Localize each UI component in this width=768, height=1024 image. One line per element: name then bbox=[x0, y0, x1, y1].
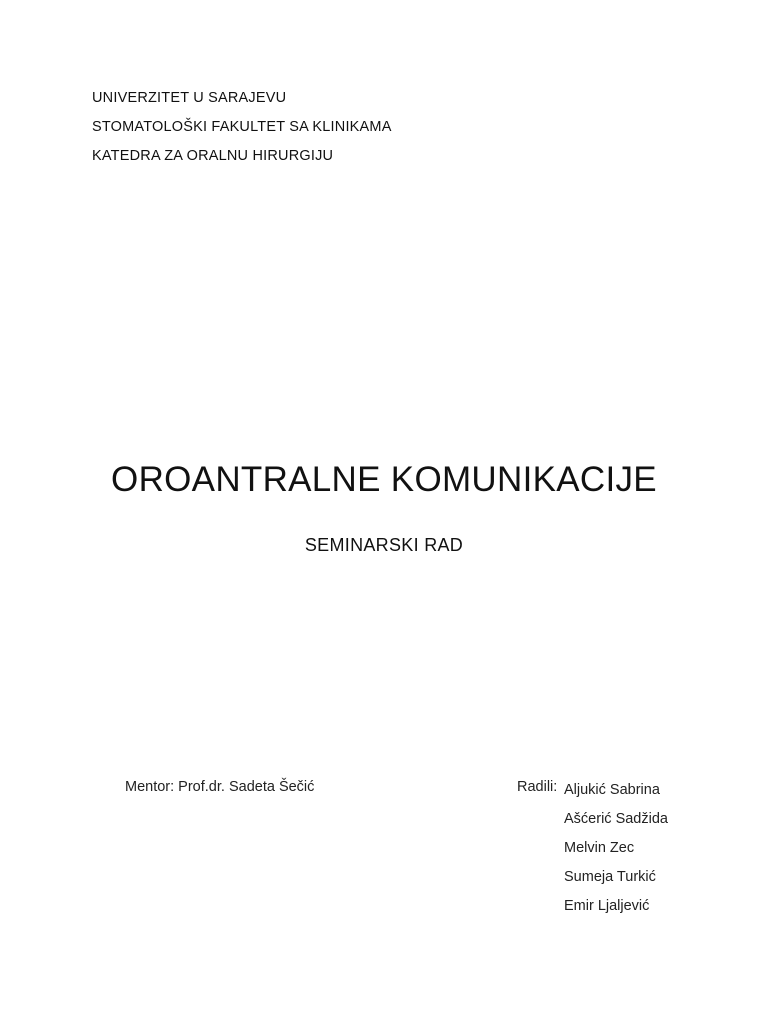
authors-list bbox=[564, 776, 668, 921]
author-name: Emir Ljaljević bbox=[564, 898, 650, 914]
author-name: Sumeja Turkić bbox=[564, 869, 656, 885]
mentor-line: Mentor: Prof.dr. Sadeta Šečić bbox=[125, 779, 315, 795]
department-name: KATEDRA ZA ORALNU HIRURGIJU bbox=[92, 148, 334, 164]
document-subtitle: SEMINARSKI RAD bbox=[304, 535, 464, 555]
document-title: OROANTRALNE KOMUNIKACIJE bbox=[111, 460, 657, 499]
university-name: UNIVERZITET U SARAJEVU bbox=[92, 90, 287, 106]
institution-header bbox=[92, 84, 392, 171]
author-name: Melvin Zec bbox=[564, 840, 635, 856]
author-name: Aljukić Sabrina bbox=[564, 782, 660, 798]
author-name: Ašćerić Sadžida bbox=[564, 811, 668, 827]
authors-label: Radili: bbox=[517, 779, 558, 795]
faculty-name: STOMATOLOŠKI FAKULTET SA KLINIKAMA bbox=[92, 119, 392, 135]
